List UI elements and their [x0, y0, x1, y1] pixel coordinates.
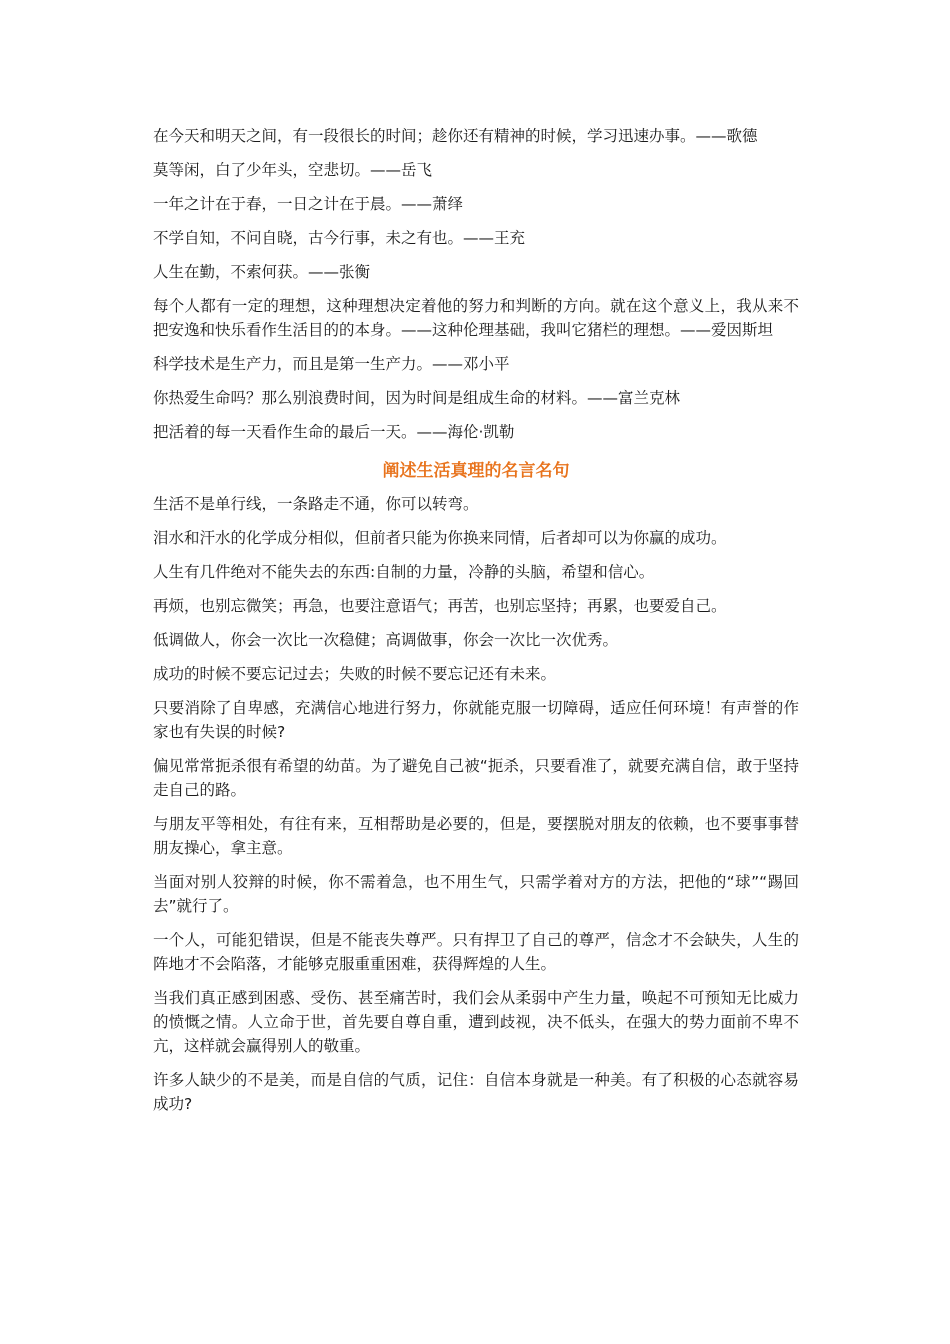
- quote-paragraph: 成功的时候不要忘记过去；失败的时候不要忘记还有未来。: [153, 665, 557, 683]
- quote-paragraph: 你热爱生命吗？那么别浪费时间，因为时间是组成生命的材料。——富兰克林: [153, 389, 681, 407]
- quote-paragraph: 再烦，也别忘微笑；再急，也要注意语气；再苦，也别忘坚持；再累，也要爱自己。: [153, 597, 727, 615]
- quote-paragraph: 不学自知，不问自晓，古今行事，未之有也。——王充: [153, 229, 526, 247]
- quote-paragraph: 只要消除了自卑感，充满信心地进行努力，你就能克服一切障碍，适应任何环境！有声誉的作家也有失误的时候?: [153, 699, 799, 741]
- quote-paragraph: 生活不是单行线，一条路走不通，你可以转弯。: [153, 495, 479, 513]
- document-page: [153, 124, 799, 1126]
- quote-paragraph: 人生有几件绝对不能失去的东西:自制的力量，冷静的头脑，希望和信心。: [153, 563, 655, 581]
- quote-paragraph: 莫等闲，白了少年头，空悲切。——岳飞: [153, 161, 433, 179]
- quote-paragraph: 当面对别人狡辩的时候，你不需着急，也不用生气，只需学着对方的方法，把他的“球”“踢回去”就行了。: [153, 873, 799, 915]
- quotes-section-2: [153, 492, 799, 1116]
- quote-paragraph: 泪水和汗水的化学成分相似，但前者只能为你换来同情，后者却可以为你赢的成功。: [153, 529, 727, 547]
- quote-paragraph: 人生在勤，不索何获。——张衡: [153, 263, 371, 281]
- quotes-section-1: [153, 124, 799, 444]
- quote-paragraph: 许多人缺少的不是美，而是自信的气质，记住：自信本身就是一种美。有了积极的心态就容易成功?: [153, 1071, 799, 1113]
- quote-paragraph: 每个人都有一定的理想，这种理想决定着他的努力和判断的方向。就在这个意义上，我从来不把安逸和快乐看作生活目的的本身。——这种伦理基础，我叫它猪栏的理想。——爱因斯坦: [153, 297, 799, 339]
- quote-paragraph: 当我们真正感到困惑、受伤、甚至痛苦时，我们会从柔弱中产生力量，唤起不可预知无比威力的愤慨之情。人立命于世，首先要自尊自重，遭到歧视，决不低头，在强大的势力面前不卑不亢，这样就会赢得别人的敬重。: [153, 989, 799, 1055]
- quote-paragraph: 把活着的每一天看作生命的最后一天。——海伦·凯勒: [153, 423, 515, 441]
- quote-paragraph: 在今天和明天之间，有一段很长的时间；趁你还有精神的时候，学习迅速办事。——歌德: [153, 127, 758, 145]
- quote-paragraph: 科学技术是生产力，而且是第一生产力。——邓小平: [153, 355, 510, 373]
- section-heading: 阐述生活真理的名言名句: [382, 461, 570, 481]
- quote-paragraph: 偏见常常扼杀很有希望的幼苗。为了避免自己被“扼杀，只要看准了，就要充满自信，敢于坚持走自己的路。: [153, 757, 799, 799]
- quote-paragraph: 一年之计在于春，一日之计在于晨。——萧绎: [153, 195, 464, 213]
- quote-paragraph: 一个人，可能犯错误，但是不能丧失尊严。只有捍卫了自己的尊严，信念才不会缺失，人生的阵地才不会陷落，才能够克服重重困难，获得辉煌的人生。: [153, 931, 799, 973]
- quote-paragraph: 低调做人，你会一次比一次稳健；高调做事，你会一次比一次优秀。: [153, 631, 619, 649]
- quote-paragraph: 与朋友平等相处，有往有来，互相帮助是必要的，但是，要摆脱对朋友的依赖，也不要事事替朋友操心，拿主意。: [153, 815, 799, 857]
